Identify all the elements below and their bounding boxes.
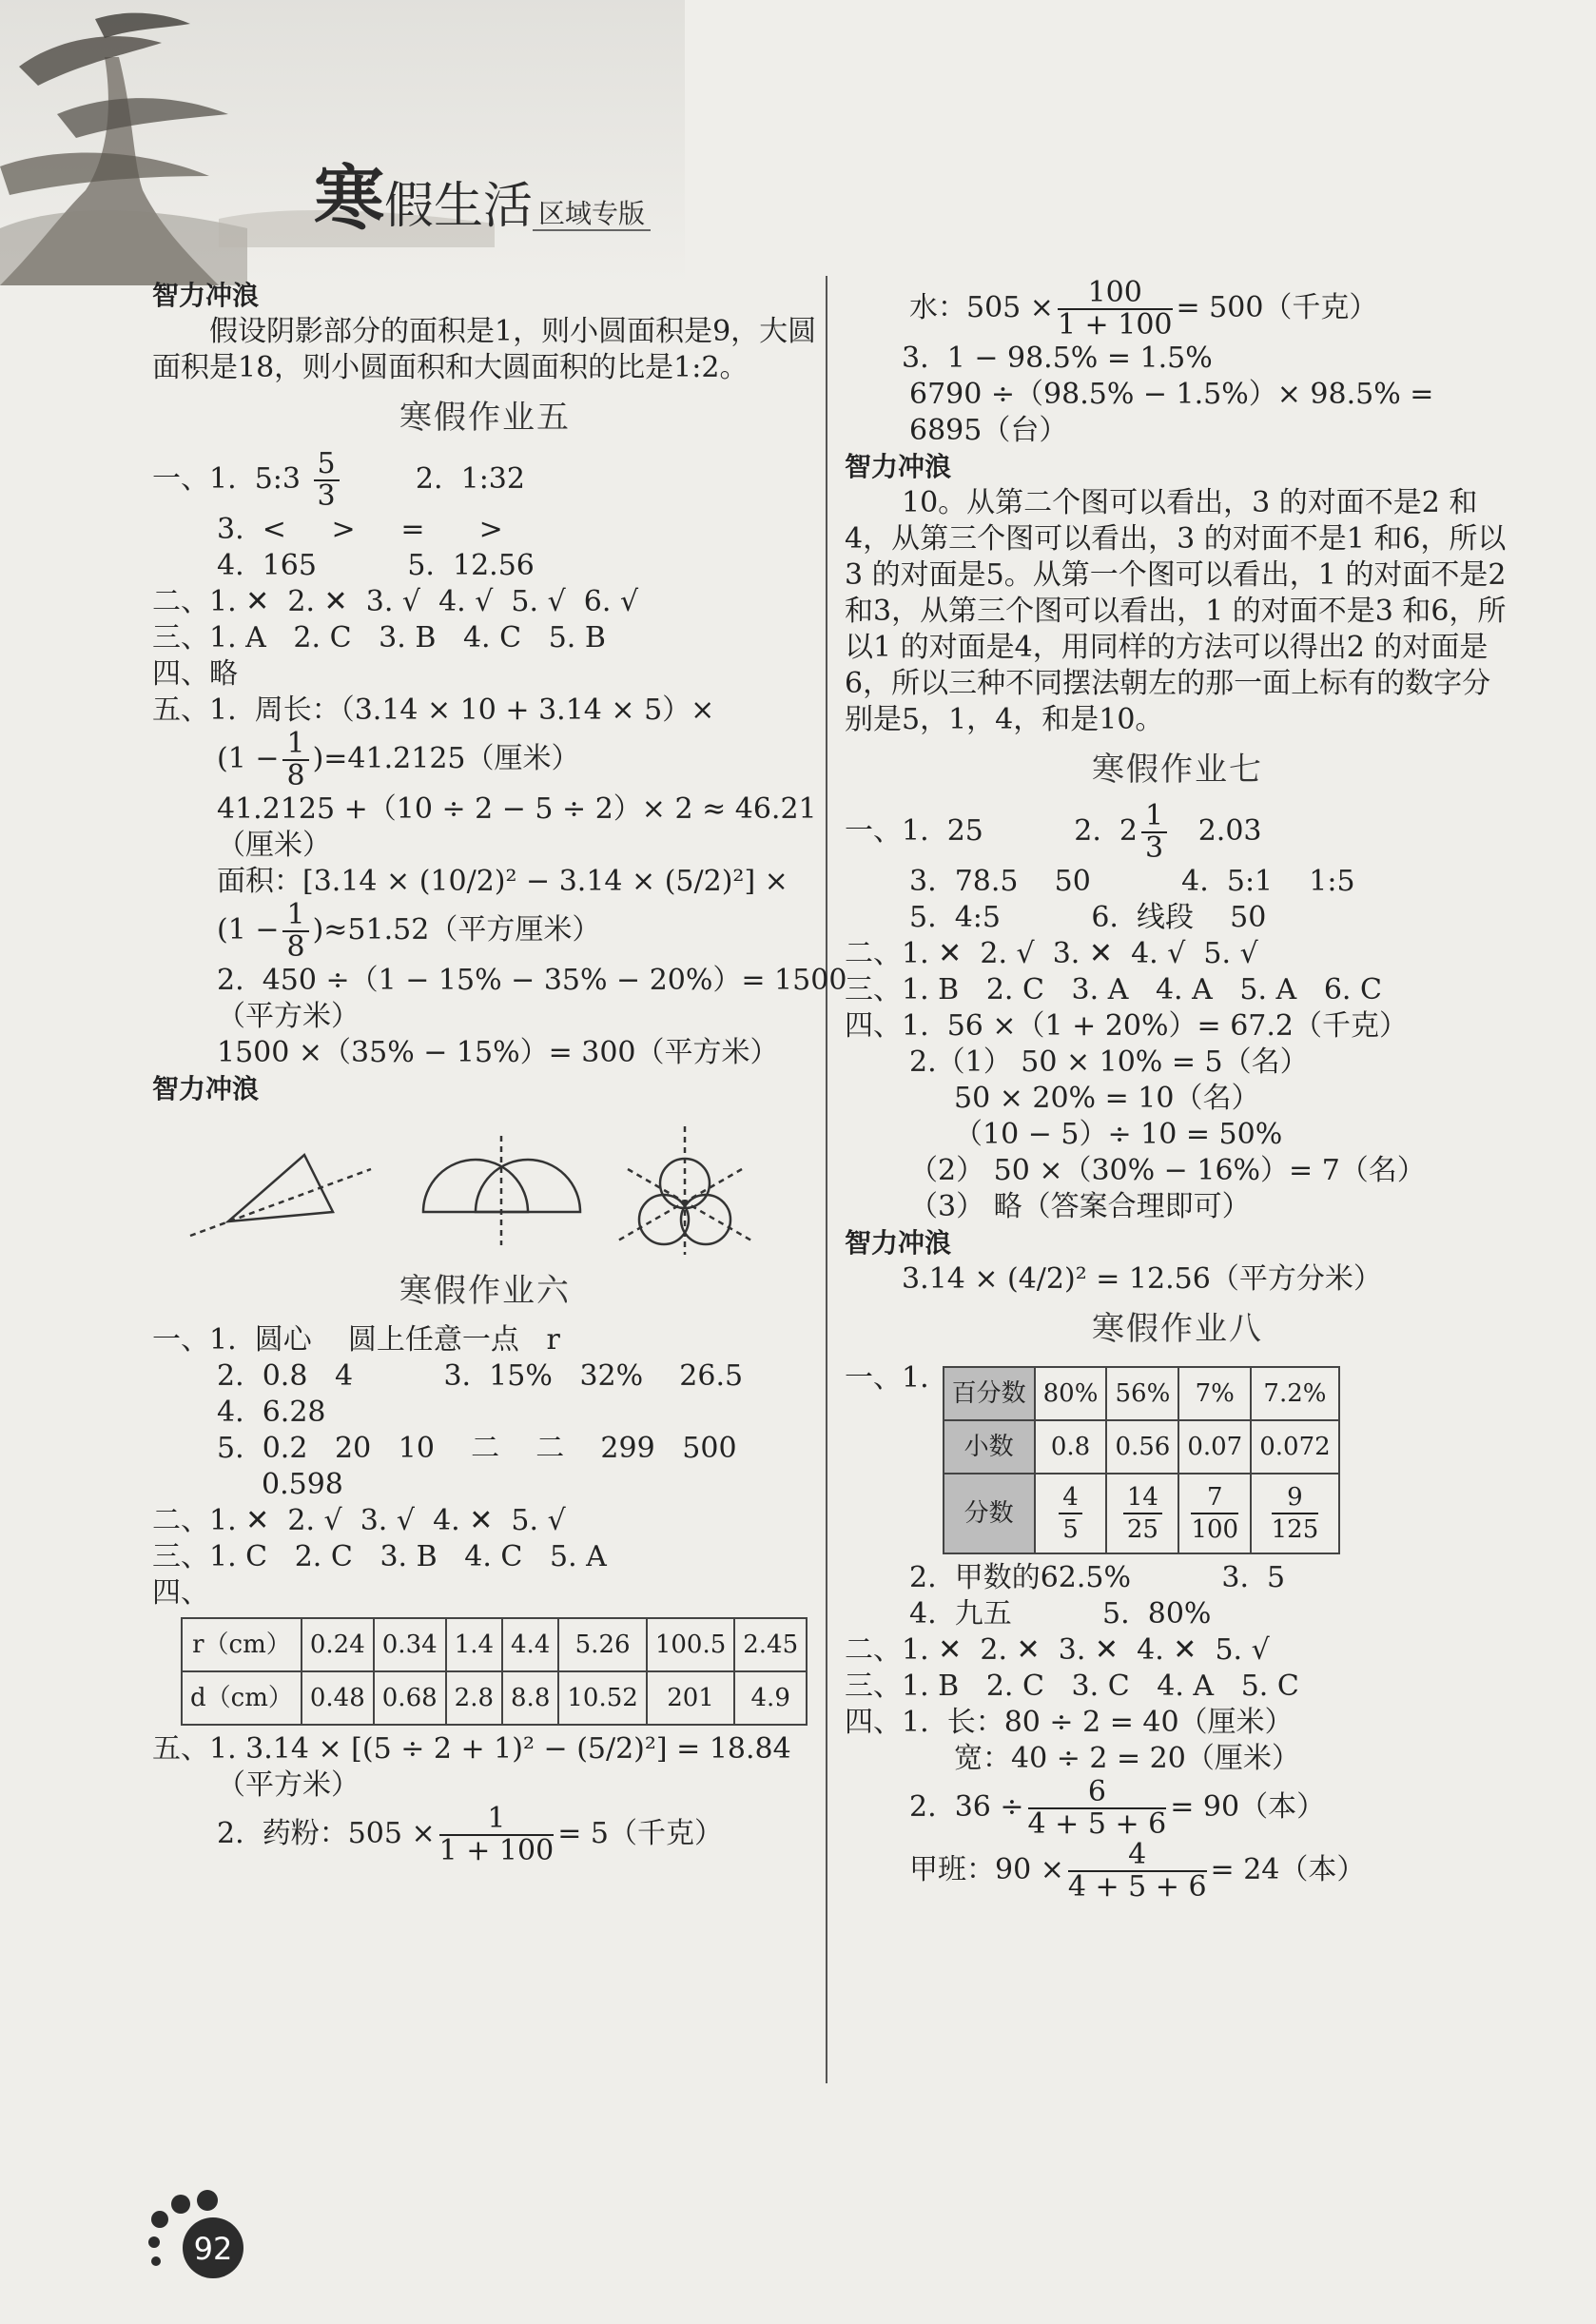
hw5-part5-q2: 2. 450 ÷（1 − 15% − 35% − 20%）= 1500 — [217, 964, 847, 997]
hw5-part2: 二、1. ✕ 2. ✕ 3. √ 4. √ 5. √ 6. √ — [152, 585, 639, 618]
hw7-part4-q2a: 2.（1） 50 × 10% = 5（名） — [909, 1045, 1309, 1079]
hw5-part3: 三、1. A 2. C 3. B 4. C 5. B — [152, 621, 606, 654]
hw6-part1-q5: 5. 0.2 20 10 二 二 299 500 — [217, 1432, 737, 1465]
hw5-part5-q2-b: （平方米） — [217, 1000, 360, 1033]
zhili-title-1: 智力冲浪 — [152, 280, 260, 311]
hw8-part4-q2: 2. 36 ÷ $\frac{6}{4 + 5 + 6}$ = 90（本） — [909, 1775, 1326, 1841]
logo-edition: 区域专版 — [533, 198, 651, 231]
left-column — [152, 278, 847, 1867]
page-number-badge — [143, 2183, 266, 2278]
hw5-part1-q4: 4. 165 5. 12.56 — [217, 549, 535, 582]
zhili-title-2: 智力冲浪 — [152, 1073, 260, 1104]
hw5-part5-q1: 五、1. 周长：（3.14 × 10 + 3.14 × 5）× — [152, 693, 715, 727]
logo-char-han: 寒 — [314, 158, 384, 240]
hw7-part1-q3: 3. 78.5 50 4. 5:1 1:5 — [909, 865, 1355, 898]
hw5-part5-q1-b: (1 − $\frac{1}{8}$ )=41.2125（厘米） — [217, 727, 580, 792]
table-row: d（cm） 0.48 0.68 2.8 8.8 10.52 201 4.9 — [182, 1671, 807, 1725]
hw8-part3: 三、1. B 2. C 3. C 4. A 5. C — [845, 1670, 1299, 1703]
table-row: r（cm） 0.24 0.34 1.4 4.4 5.26 100.5 2.45 — [182, 1618, 807, 1671]
section-title-hw7: 寒假作业七 — [1092, 751, 1263, 789]
hw6-part1-q5-b: 0.598 — [262, 1468, 343, 1501]
hw7-part4-q2c: （10 − 5）÷ 10 = 50% — [954, 1118, 1283, 1151]
hw8-part4-q1: 四、1. 长：80 ÷ 2 = 40（厘米） — [845, 1706, 1294, 1739]
hw6-part5-q3: 3. 1 − 98.5% = 1.5% — [902, 342, 1213, 375]
hw5-part5-q1-d: （厘米） — [217, 829, 331, 862]
hw7-part1-q5: 5. 4:5 6. 线段 50 — [909, 901, 1267, 934]
hw8-part2: 二、1. ✕ 2. ✕ 3. ✕ 4. ✕ 5. √ — [845, 1633, 1270, 1667]
section-title-hw5: 寒假作业五 — [399, 399, 571, 437]
logo-shenghuo: 生活 — [434, 178, 534, 235]
table-row: 分数 $\frac{4}{5}$ $\frac{14}{25}$ $\frac{7}{100}$ $\frac{9}{125}$ — [944, 1474, 1339, 1553]
row-label-d: d（cm） — [182, 1671, 302, 1725]
hw6-part4: 四、 — [152, 1576, 209, 1610]
right-column — [845, 278, 1510, 1903]
radius-diameter-table — [181, 1617, 808, 1726]
zhili-answer-3: 10。从第二个图可以看出，3 的对面不是2 和4，从第三个图可以看出，3 的对面不是1 和6，所以3 的对面是5。从第一个图可以看出，1 的对面不是2 和3，从第三个图可以看出，1 的对面不是3 和6，所以1 的对面是4，用同样的方法可以得出2 的对面是6，所以三种不同摆法朝左的那一面上标有的数字分别是5，1，4，和是10。 — [845, 486, 1507, 736]
logo-char-jia: 假 — [384, 178, 435, 235]
hw6-part5-q1-b: （平方米） — [217, 1768, 360, 1802]
hw7-part3: 三、1. B 2. C 3. A 4. A 5. A 6. C — [845, 973, 1382, 1006]
symmetry-figures — [152, 1117, 799, 1260]
hw6-part5-q3-b: 6790 ÷（98.5% − 1.5%）× 98.5% = — [909, 378, 1434, 411]
hw5-part4: 四、略 — [152, 657, 238, 691]
hw7-part4-q2b: 50 × 20% = 10（名） — [954, 1082, 1260, 1115]
table-row: 百分数 80% 56% 7% 7.2% — [944, 1367, 1339, 1420]
column-divider — [826, 276, 827, 2083]
hw7-part4-q2d: （2） 50 ×（30% − 16%）= 7（名） — [909, 1154, 1426, 1187]
hw8-part4-q1-b: 宽：40 ÷ 2 = 20（厘米） — [954, 1742, 1300, 1775]
page-number: 92 — [193, 2231, 233, 2267]
hw6-part5-q1: 五、1. 3.14 × [(5 ÷ 2 + 1)² − (5/2)²] = 18.84 — [152, 1732, 791, 1766]
row-label-r: r（cm） — [182, 1618, 302, 1671]
hw8-part1-q2: 2. 甲数的62.5% 3. 5 — [909, 1561, 1286, 1594]
hw6-part1-q1: 一、1. 圆心 圆上任意一点 r — [152, 1323, 560, 1357]
zhili-answer-4: 3.14 × (4/2)² = 12.56（平方分米） — [902, 1262, 1382, 1296]
hw6-part1-q4: 4. 6.28 — [217, 1396, 326, 1429]
percent-decimal-fraction-table — [943, 1366, 1340, 1554]
hw6-part5-q2: 2. 药粉：505 × $\frac{1}{1 + 100}$ = 5（千克） — [217, 1802, 723, 1867]
hw6-part2: 二、1. ✕ 2. √ 3. √ 4. ✕ 5. √ — [152, 1504, 566, 1537]
water-calculation: 水：505 × $\frac{100}{1 + 100}$ = 500（千克） — [909, 276, 1378, 342]
hw7-part4-q2e: （3） 略（答案合理即可） — [909, 1190, 1251, 1223]
hw5-part5-q1-c: 41.2125 +（10 ÷ 2 − 5 ÷ 2）× 2 ≈ 46.21 — [217, 792, 817, 826]
hw5-part5-q2-c: 1500 ×（35% − 15%）= 300（平方米） — [217, 1036, 779, 1069]
table-row: 小数 0.8 0.56 0.07 0.072 — [944, 1420, 1339, 1474]
section-title-hw8: 寒假作业八 — [1092, 1310, 1263, 1348]
hw6-part5-q3-c: 6895（台） — [909, 414, 1068, 447]
zhili-title-4: 智力冲浪 — [845, 1227, 952, 1259]
zhili-answer-1: 假设阴影部分的面积是1，则小圆面积是9，大圆面积是18，则小圆面积和大圆面积的比是1:2。 — [152, 315, 817, 384]
hw8-part1-q4: 4. 九五 5. 80% — [909, 1597, 1212, 1631]
hw7-part4-q1: 四、1. 56 ×（1 + 20%）= 67.2（千克） — [845, 1009, 1408, 1043]
hw7-part1-q1: 一、1. 25 2. 2 $\frac{1}{3}$ 2.03 — [845, 799, 1262, 865]
fraction: $\frac{5}{3}$ — [314, 449, 340, 512]
hw5-part5-q1-e: 面积：[3.14 × (10/2)² − 3.14 × (5/2)²] × — [217, 865, 788, 898]
hw8-part4-q3: 甲班：90 × $\frac{4}{4 + 5 + 6}$ = 24（本） — [909, 1838, 1366, 1904]
hw8-part1-q1: 一、1. 百分数 80% 56% 7% 7.2% 小数 0.8 0.56 0.07 0.072 分数 $\frac{4}{5}$ $\frac{14}{25}$ $\frac{7}{100}$ $\frac{9}{125}$ — [845, 1360, 1510, 1560]
hw5-part5-q1-f: (1 − $\frac{1}{8}$ )≈51.52（平方厘米） — [217, 898, 601, 964]
section-title-hw6: 寒假作业六 — [399, 1272, 571, 1310]
hw5-part1-q3: 3. < > = > — [217, 513, 503, 546]
hw6-part1-q2: 2. 0.8 4 3. 15% 32% 26.5 — [217, 1359, 744, 1393]
zhili-title-3: 智力冲浪 — [845, 451, 952, 482]
hw6-part3: 三、1. C 2. C 3. B 4. C 5. A — [152, 1540, 607, 1573]
series-logo — [314, 143, 651, 244]
hw5-part1-q1: 一、1. 5:3 $\frac{5}{3}$ 2. 1:32 — [152, 447, 525, 513]
hw7-part2: 二、1. ✕ 2. √ 3. ✕ 4. √ 5. √ — [845, 937, 1258, 970]
